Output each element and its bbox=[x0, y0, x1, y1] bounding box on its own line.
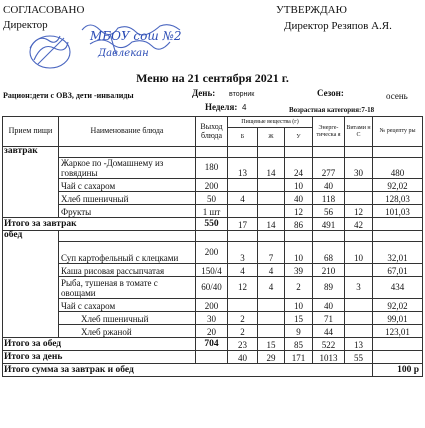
dish-vit bbox=[345, 325, 373, 338]
dish-vit bbox=[345, 312, 373, 325]
dish-output: 1 шт bbox=[196, 205, 228, 218]
dish-u: 39 bbox=[285, 264, 313, 277]
dish-energy: 118 bbox=[313, 192, 345, 205]
week-label: Неделя: bbox=[205, 102, 238, 112]
dish-recipe: 101,03 bbox=[373, 205, 423, 218]
dish-recipe: 92,02 bbox=[373, 179, 423, 192]
day-total-zh: 29 bbox=[258, 351, 285, 364]
table-row bbox=[3, 325, 423, 338]
dish-name: Хлеб пшеничный bbox=[59, 192, 196, 205]
dish-b: 2 bbox=[228, 325, 258, 338]
meal-label-lunch: обед bbox=[3, 231, 59, 242]
day-total-energy: 1013 bbox=[313, 351, 345, 364]
dish-vit: 12 bbox=[345, 205, 373, 218]
dish-u: 24 bbox=[285, 158, 313, 179]
grand-total-row bbox=[3, 364, 423, 377]
dish-u: 15 bbox=[285, 312, 313, 325]
dish-name: Хлеб ржаной bbox=[59, 325, 196, 338]
agreed-label: СОГЛАСОВАНО bbox=[3, 4, 85, 16]
dish-recipe: 480 bbox=[373, 158, 423, 179]
col-output-header: Выход блюда bbox=[196, 117, 228, 147]
breakfast-total-label: Итого за завтрак bbox=[3, 218, 196, 231]
total-b: 17 bbox=[228, 218, 258, 231]
dish-energy: 277 bbox=[313, 158, 345, 179]
dish-zh bbox=[258, 179, 285, 192]
table-row bbox=[3, 277, 423, 299]
col-zh-header: Ж bbox=[258, 128, 285, 147]
dish-energy: 89 bbox=[313, 277, 345, 299]
col-dish-header: Наименование блюда bbox=[59, 117, 196, 147]
dish-output: 180 bbox=[196, 158, 228, 179]
dish-u: 40 bbox=[285, 192, 313, 205]
dish-recipe: 67,01 bbox=[373, 264, 423, 277]
total-u: 86 bbox=[285, 218, 313, 231]
dish-u: 2 bbox=[285, 277, 313, 299]
total-zh: 15 bbox=[258, 338, 285, 351]
dish-u: 10 bbox=[285, 179, 313, 192]
dish-energy: 44 bbox=[313, 325, 345, 338]
season-label: Сезон: bbox=[317, 88, 344, 98]
dish-recipe: 128,03 bbox=[373, 192, 423, 205]
day-total-label: Итого за день bbox=[3, 351, 196, 364]
menu-table bbox=[2, 116, 423, 377]
dish-zh: 4 bbox=[258, 264, 285, 277]
dish-u: 10 bbox=[285, 242, 313, 264]
day-value: вторник bbox=[229, 91, 255, 98]
col-energy-header: Энерге-тическа я bbox=[313, 117, 345, 147]
dish-recipe: 32,01 bbox=[373, 242, 423, 264]
dish-output: 200 bbox=[196, 242, 228, 264]
dish-b: 13 bbox=[228, 158, 258, 179]
total-vit: 42 bbox=[345, 218, 373, 231]
breakfast-total-row bbox=[3, 218, 423, 231]
dish-output: 60/40 bbox=[196, 277, 228, 299]
ration-label: Рацион:дети с ОВЗ, дети -инвалиды bbox=[3, 91, 134, 100]
dish-zh bbox=[258, 192, 285, 205]
dish-u: 12 bbox=[285, 205, 313, 218]
table-row bbox=[3, 158, 423, 179]
dish-b: 3 bbox=[228, 242, 258, 264]
dish-b: 4 bbox=[228, 264, 258, 277]
dish-energy: 56 bbox=[313, 205, 345, 218]
dish-b: 4 bbox=[228, 192, 258, 205]
grand-total-label: Итого сумма за завтрак и обед bbox=[3, 364, 373, 377]
lunch-total-row bbox=[3, 338, 423, 351]
col-nutrients-header: Пищевые вещества (г) bbox=[228, 117, 313, 128]
dish-recipe: 123,01 bbox=[373, 325, 423, 338]
dish-output: 50 bbox=[196, 192, 228, 205]
day-total-row bbox=[3, 351, 423, 364]
dish-output: 150/4 bbox=[196, 264, 228, 277]
dish-u: 9 bbox=[285, 325, 313, 338]
meal-row bbox=[3, 147, 423, 158]
dish-name: Жаркое по -Домашнему из говядины bbox=[59, 158, 196, 179]
dish-output: 20 bbox=[196, 325, 228, 338]
dish-zh bbox=[258, 205, 285, 218]
dish-b: 2 bbox=[228, 312, 258, 325]
dish-zh: 4 bbox=[258, 277, 285, 299]
total-u: 85 bbox=[285, 338, 313, 351]
dish-energy: 40 bbox=[313, 299, 345, 312]
col-u-header: У bbox=[285, 128, 313, 147]
season-value: осень bbox=[386, 91, 408, 101]
dish-name: Суп картофельный с клецками bbox=[59, 242, 196, 264]
col-vitamin-header: Витами н С bbox=[345, 117, 373, 147]
col-recipe-header: № рецепту ры bbox=[373, 117, 423, 147]
dish-vit bbox=[345, 192, 373, 205]
dish-name: Фрукты bbox=[59, 205, 196, 218]
table-row bbox=[3, 312, 423, 325]
table-row bbox=[3, 299, 423, 312]
dish-zh bbox=[258, 299, 285, 312]
menu-title: Меню на 21 сентября 2021 г. bbox=[136, 71, 289, 85]
dish-zh: 7 bbox=[258, 242, 285, 264]
dish-name: Чай с сахаром bbox=[59, 179, 196, 192]
total-output: 550 bbox=[196, 218, 228, 231]
total-b: 23 bbox=[228, 338, 258, 351]
grand-total-price: 100 р bbox=[373, 364, 423, 377]
total-output: 704 bbox=[196, 338, 228, 351]
dish-recipe: 434 bbox=[373, 277, 423, 299]
col-b-header: Б bbox=[228, 128, 258, 147]
dish-vit bbox=[345, 299, 373, 312]
director-right-label: Директор Резяпов А.Я. bbox=[284, 20, 392, 32]
dish-name: Хлеб пшеничный bbox=[59, 312, 196, 325]
stamp-text-1: МБОУ сош №2 bbox=[90, 29, 182, 43]
dish-energy: 40 bbox=[313, 179, 345, 192]
dish-output: 200 bbox=[196, 179, 228, 192]
total-vit: 13 bbox=[345, 338, 373, 351]
age-category-label: Возрастная категория:7-18 bbox=[289, 106, 375, 114]
meal-row bbox=[3, 231, 423, 242]
approved-label: УТВЕРЖДАЮ bbox=[276, 4, 347, 16]
table-row bbox=[3, 192, 423, 205]
lunch-total-label: Итого за обед bbox=[3, 338, 196, 351]
dish-energy: 71 bbox=[313, 312, 345, 325]
dish-vit bbox=[345, 264, 373, 277]
dish-zh bbox=[258, 325, 285, 338]
director-left-label: Директор bbox=[3, 19, 48, 31]
dish-vit bbox=[345, 179, 373, 192]
stamp-text-2: Давлекан bbox=[98, 48, 149, 59]
dish-b bbox=[228, 299, 258, 312]
dish-energy: 210 bbox=[313, 264, 345, 277]
dish-output: 30 bbox=[196, 312, 228, 325]
table-row bbox=[3, 242, 423, 264]
dish-name: Каша рисовая рассыпчатая bbox=[59, 264, 196, 277]
dish-vit: 30 bbox=[345, 158, 373, 179]
col-meal-header: Прием пищи bbox=[3, 117, 59, 147]
dish-b bbox=[228, 205, 258, 218]
day-total-vit: 55 bbox=[345, 351, 373, 364]
dish-energy: 68 bbox=[313, 242, 345, 264]
table-row bbox=[3, 205, 423, 218]
total-energy: 522 bbox=[313, 338, 345, 351]
dish-vit: 3 bbox=[345, 277, 373, 299]
dish-recipe: 99,01 bbox=[373, 312, 423, 325]
dish-name: Рыба, тушеная в томате с овощами bbox=[59, 277, 196, 299]
dish-zh: 14 bbox=[258, 158, 285, 179]
day-total-b: 40 bbox=[228, 351, 258, 364]
dish-u: 10 bbox=[285, 299, 313, 312]
dish-name: Чай с сахаром bbox=[59, 299, 196, 312]
table-row bbox=[3, 179, 423, 192]
dish-vit: 10 bbox=[345, 242, 373, 264]
week-value: 4 bbox=[242, 103, 247, 112]
day-label: День: bbox=[192, 88, 216, 98]
dish-b: 12 bbox=[228, 277, 258, 299]
table-row bbox=[3, 264, 423, 277]
meal-label-breakfast: завтрак bbox=[3, 147, 59, 158]
dish-output: 200 bbox=[196, 299, 228, 312]
dish-b bbox=[228, 179, 258, 192]
dish-recipe: 92,02 bbox=[373, 299, 423, 312]
stamp-signature-image bbox=[20, 12, 200, 72]
day-total-u: 171 bbox=[285, 351, 313, 364]
total-energy: 491 bbox=[313, 218, 345, 231]
dish-zh bbox=[258, 312, 285, 325]
total-zh: 14 bbox=[258, 218, 285, 231]
